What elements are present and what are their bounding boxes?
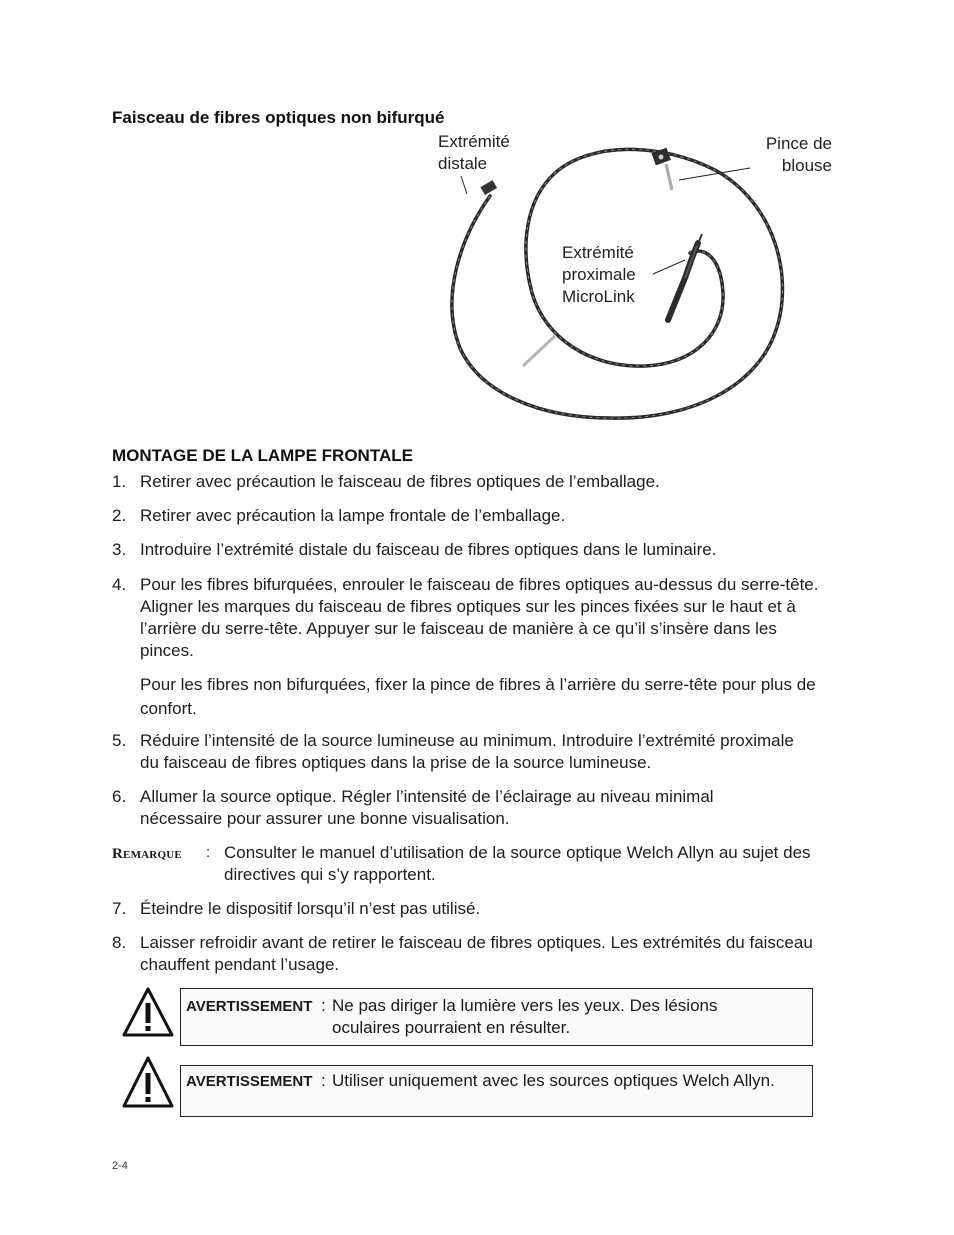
label-proximal-line1: Extrémité — [562, 243, 634, 262]
label-proximal — [562, 242, 636, 308]
step-number: 2. — [112, 506, 127, 525]
step-text: Introduire l’extrémité distale du faisceau de fibres optiques dans le luminaire. — [140, 540, 717, 559]
list-item — [112, 471, 842, 493]
step-text: Pour les fibres bifurquées, enrouler le faisceau de fibres optiques au-dessus du serre-tête. Aligner les marques du faisceau de fibres optiques sur les pinces fixées sur le haut et à l’arrière du serre-tête. Appuyer sur le faisceau de manière à ce qu’il s’insère dans les pinces. — [140, 575, 819, 660]
warning-label: AVERTISSEMENT — [186, 998, 313, 1015]
list-item — [112, 505, 842, 527]
step-number: 7. — [112, 899, 127, 918]
list-item — [112, 673, 842, 721]
list-item — [112, 730, 842, 774]
proximal-leader-line — [653, 260, 685, 274]
label-proximal-line3: MicroLink — [562, 287, 635, 306]
label-distal — [438, 131, 510, 175]
step-number: 5. — [112, 731, 127, 750]
section-title: Faisceau de fibres optiques non bifurqué — [112, 108, 445, 127]
remark-text: Consulter le manuel d’utilisation de la source optique Welch Allyn au sujet des directives qui s’y rapportent. — [224, 843, 811, 884]
warning-colon: : — [321, 996, 326, 1015]
list-item — [112, 539, 842, 561]
assembly-heading: MONTAGE DE LA LAMPE FRONTALE — [112, 446, 413, 465]
step-text: Retirer avec précaution le faisceau de fibres optiques de l’emballage. — [140, 472, 660, 491]
remark-note — [112, 842, 842, 886]
warning-text-content: Ne pas diriger la lumière vers les yeux. Des lésions oculaires pourraient en résulter. — [332, 996, 718, 1037]
list-item — [112, 574, 842, 662]
step-text: Retirer avec précaution la lampe frontale de l’emballage. — [140, 506, 566, 525]
warning-box — [180, 988, 813, 1046]
page-number: 2-4 — [112, 1160, 128, 1172]
step-text: Pour les fibres non bifurquées, fixer la pince de fibres à l’arrière du serre-tête pour plus de confort. — [140, 675, 816, 718]
list-item — [112, 932, 842, 976]
list-item — [112, 786, 842, 830]
label-proximal-line2: proximale — [562, 265, 636, 284]
step-number: 6. — [112, 787, 127, 806]
step-text: Allumer la source optique. Régler l’intensité de l’éclairage au niveau minimal nécessaire pour assurer une bonne visualisation. — [140, 787, 714, 828]
label-distal-line2: distale — [438, 154, 488, 173]
step-text: Réduire l’intensité de la source lumineuse au minimum. Introduire l’extrémité proximale du faisceau de fibres optiques dans la prise de la source lumineuse. — [140, 731, 794, 772]
fiber-marking — [523, 336, 555, 366]
step-text: Laisser refroidir avant de retirer le faisceau de fibres optiques. Les extrémités du faisceau chauffent pendant l’usage. — [140, 933, 813, 974]
remark-colon: : — [206, 844, 211, 861]
label-clip-line1: Pince de — [765, 134, 832, 153]
label-distal-line1: Extrémité — [438, 132, 510, 151]
list-item — [112, 898, 842, 920]
step-number: 1. — [112, 472, 127, 491]
warning-box — [180, 1065, 813, 1117]
warning-text — [332, 1070, 792, 1092]
warning-text-content: Utiliser uniquement avec les sources optiques Welch Allyn. — [332, 1071, 775, 1090]
step-number: 8. — [112, 933, 127, 952]
warning-label: AVERTISSEMENT — [186, 1073, 313, 1090]
warning-triangle-icon — [122, 986, 174, 1038]
label-clip — [742, 133, 832, 177]
step-text: Éteindre le dispositif lorsqu’il n’est pas utilisé. — [140, 899, 481, 918]
warning-text — [332, 995, 772, 1039]
label-clip-line2: blouse — [781, 156, 832, 175]
step-number: 4. — [112, 575, 127, 594]
distal-end-connector — [480, 180, 497, 195]
remark-label: Remarque — [112, 846, 182, 862]
warning-triangle-icon — [122, 1055, 174, 1109]
distal-leader-line — [461, 176, 467, 194]
proximal-microlink-end — [668, 234, 702, 320]
step-number: 3. — [112, 540, 127, 559]
warning-colon: : — [321, 1071, 326, 1090]
